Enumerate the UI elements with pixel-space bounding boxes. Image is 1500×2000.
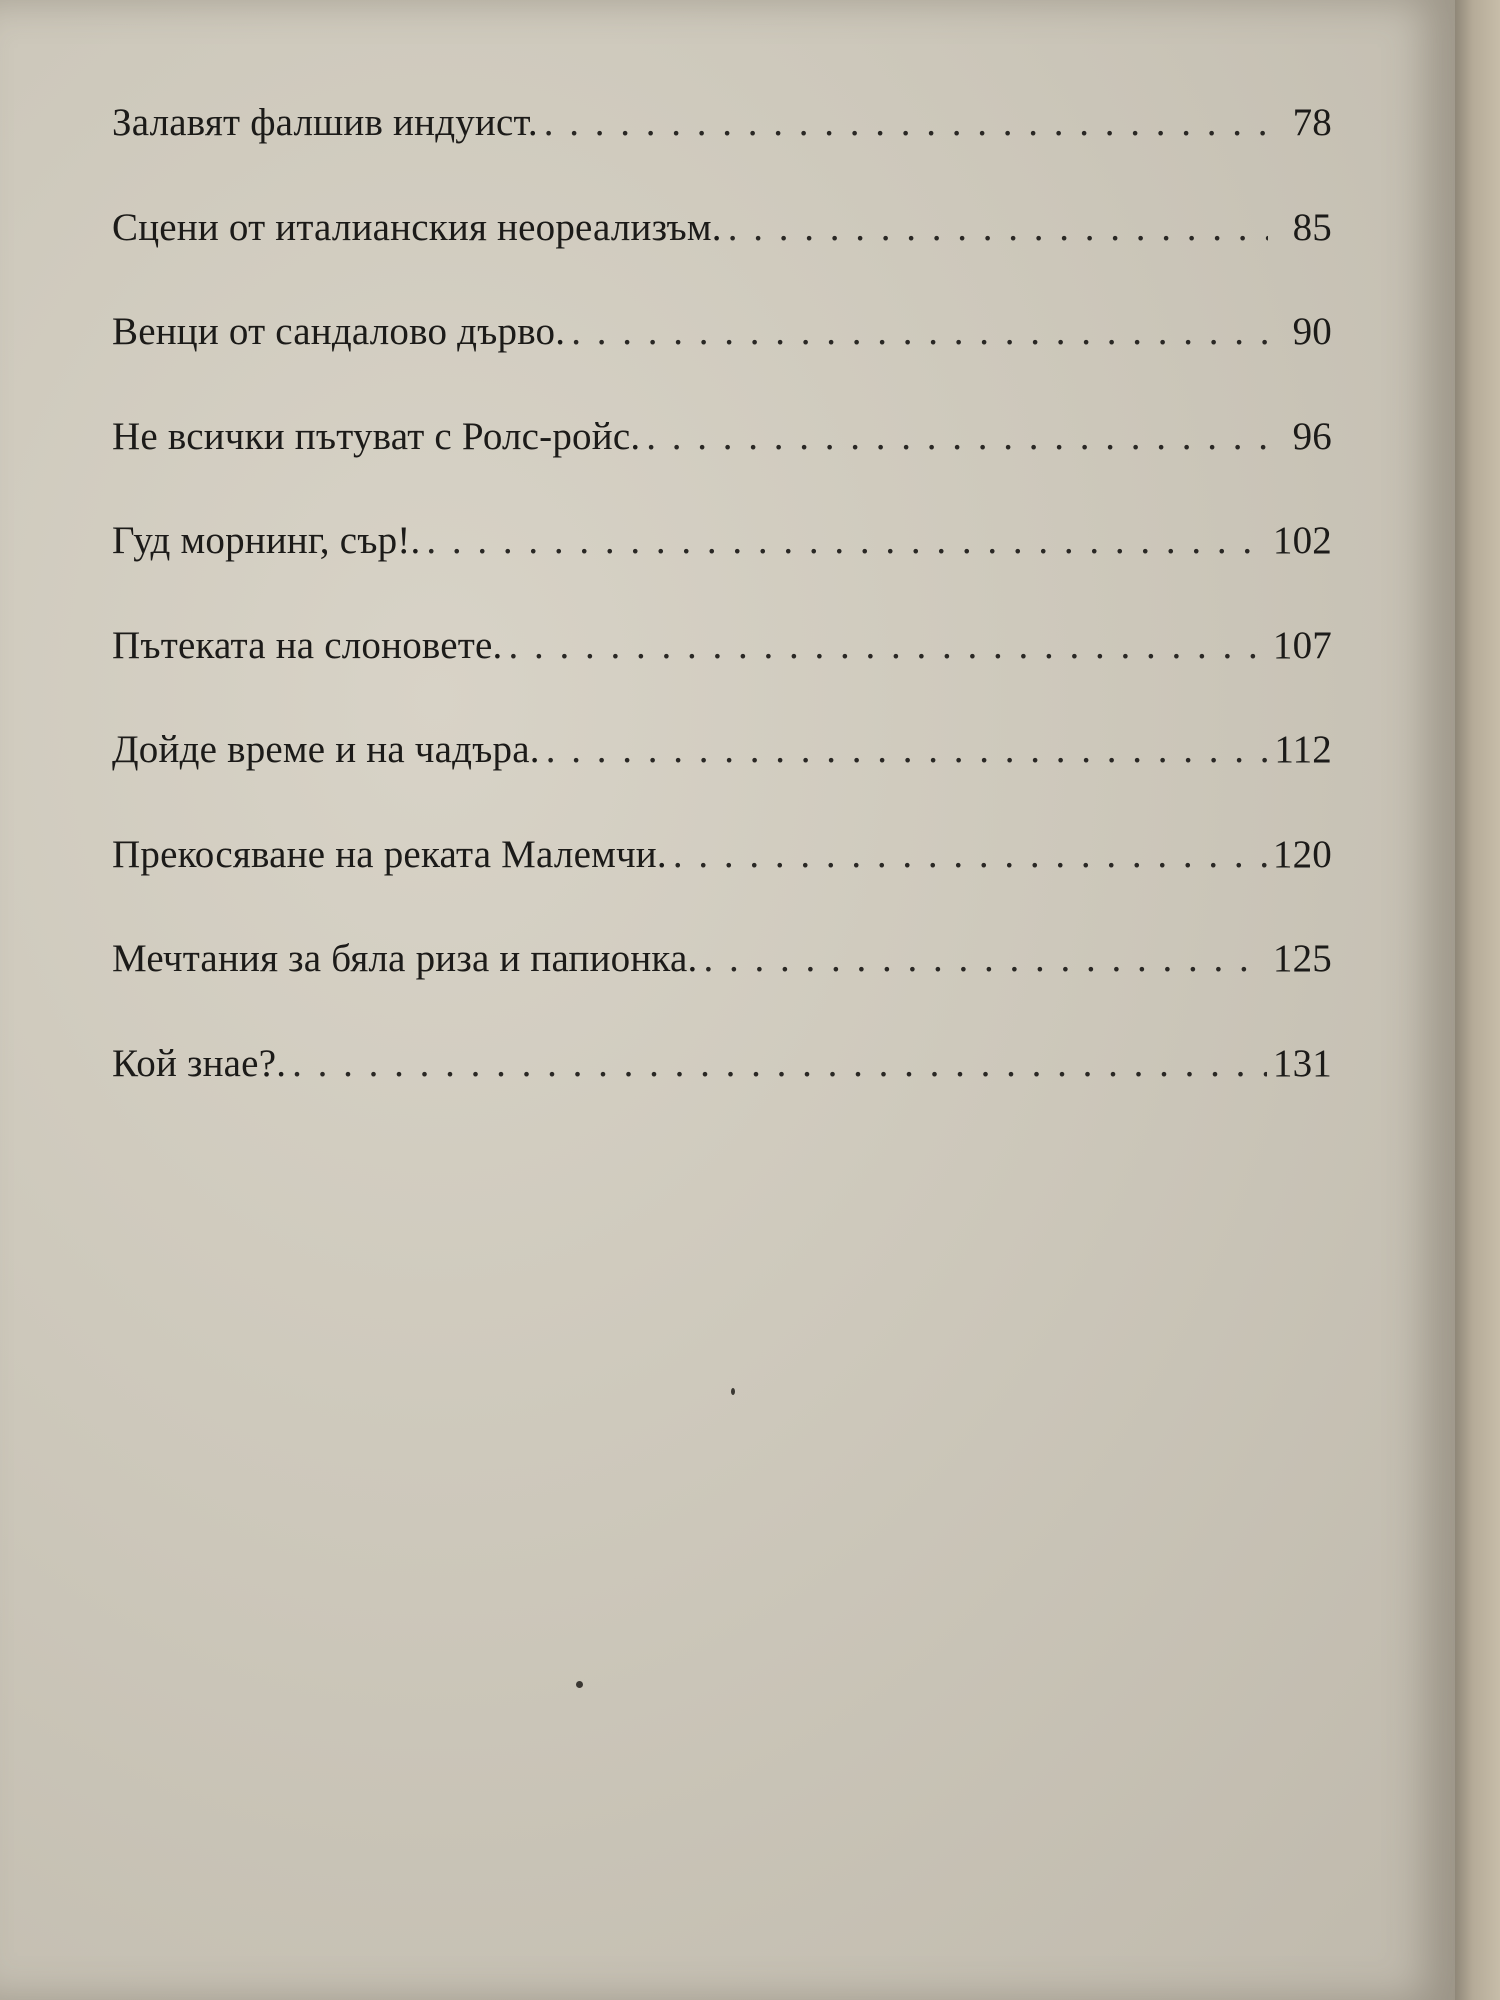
- toc-entry-title: Мечтания за бяла риза и папионка.: [112, 937, 698, 980]
- toc-dot-leader: [673, 832, 1267, 877]
- toc-entry: [112, 205, 1332, 310]
- toc-entry-title: Дойде време и на чадъра.: [112, 728, 540, 771]
- toc-dot-leader: [571, 309, 1268, 354]
- toc-entry: [112, 414, 1332, 519]
- toc-entry: [112, 1041, 1332, 1146]
- toc-entry: [112, 518, 1332, 623]
- table-of-contents: [112, 100, 1332, 1145]
- toc-dot-leader: [646, 414, 1268, 459]
- toc-entry-title: Пътеката на слоновете.: [112, 623, 503, 667]
- toc-entry: [112, 100, 1332, 205]
- toc-dot-leader: [728, 205, 1268, 250]
- toc-entry-page: 125: [1272, 937, 1332, 980]
- toc-entry-page: 96: [1292, 414, 1332, 458]
- toc-dot-leader: [544, 100, 1268, 145]
- toc-entry-page: 102: [1272, 519, 1332, 562]
- toc-entry-title: Не всички пътуват с Ролс-ройс.: [112, 414, 641, 458]
- paper-speck: [576, 1681, 583, 1688]
- toc-dot-leader: [292, 1041, 1267, 1086]
- toc-entry-page: 90: [1292, 310, 1332, 353]
- toc-entry: [112, 309, 1332, 414]
- toc-entry: [112, 623, 1332, 728]
- paper-speck: [731, 1388, 735, 1395]
- toc-entry-page: 120: [1272, 832, 1332, 876]
- toc-dot-leader: [426, 518, 1266, 563]
- toc-dot-leader: [509, 623, 1267, 668]
- toc-entry-title: Кой знае?.: [112, 1041, 287, 1085]
- page-gutter-shadow: [1455, 0, 1500, 2000]
- toc-dot-leader: [546, 727, 1268, 772]
- toc-entry-page: 131: [1272, 1041, 1332, 1085]
- toc-entry-page: 78: [1292, 101, 1332, 144]
- toc-entry-page: 107: [1272, 623, 1332, 667]
- toc-entry: [112, 936, 1332, 1041]
- toc-entry-page: 85: [1292, 205, 1332, 249]
- toc-entry: [112, 727, 1332, 832]
- toc-entry-page: 112: [1274, 728, 1332, 771]
- toc-entry: [112, 832, 1332, 937]
- toc-entry-title: Венци от сандалово дърво.: [112, 310, 566, 353]
- toc-dot-leader: [703, 936, 1266, 981]
- toc-entry-title: Прекосяване на реката Малемчи.: [112, 832, 667, 876]
- toc-entry-title: Сцени от италианския неореализъм.: [112, 205, 722, 249]
- toc-entry-title: Залавят фалшив индуист.: [112, 101, 538, 144]
- toc-entry-title: Гуд морнинг, сър!.: [112, 519, 421, 562]
